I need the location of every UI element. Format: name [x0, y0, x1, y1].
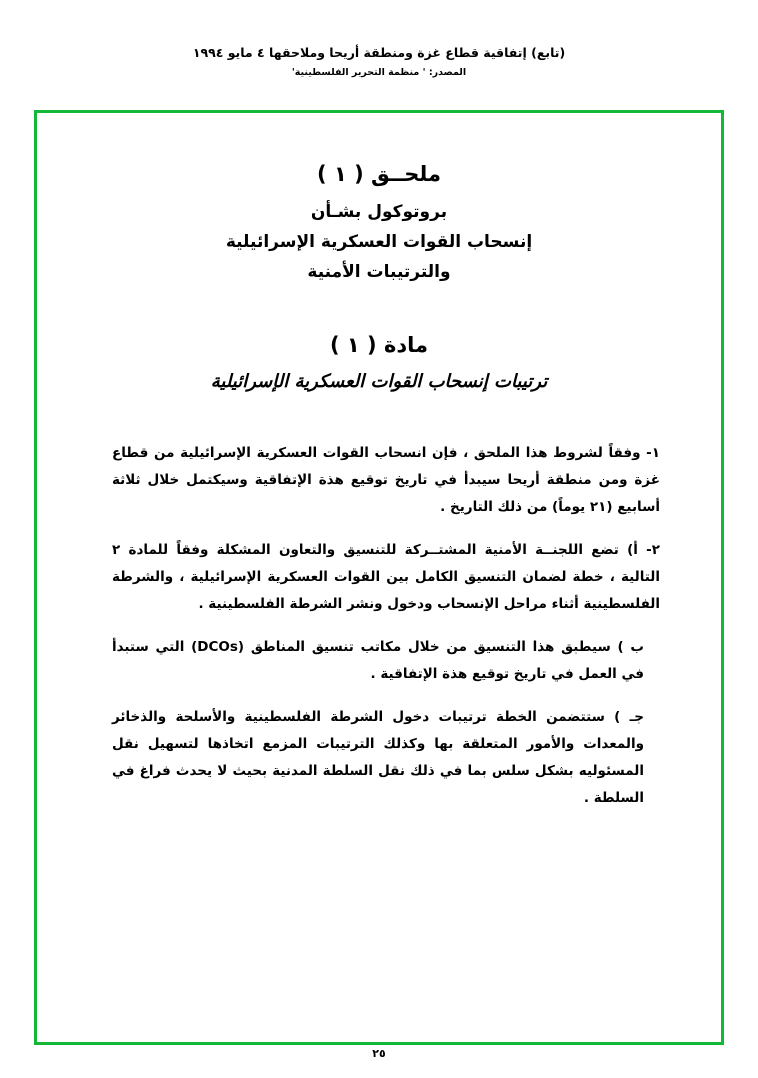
document-body	[34, 110, 724, 1045]
header-source: المصدر: ' منظمة التحرير الفلسطينية'	[291, 66, 467, 78]
article-heading-block	[86, 333, 672, 392]
header-title: (تابع) إتفاقية قطاع غزة ومنطقة أريحا وملاحقها ٤ مايو ١٩٩٤	[192, 45, 566, 60]
page-number: ٢٥	[372, 1047, 386, 1060]
annex-label: ملحــق ( ١ )	[317, 162, 441, 186]
annex-subtitle-line-2: إنسحاب القوات العسكرية الإسرائيلية	[225, 231, 533, 252]
paragraph-item-2-b: ب ) سيطبق هذا التنسيق من خلال مكاتب تنسيق المناطق (DCOs) التي ستبدأ في العمل في تاريخ توقيع هذة الإتفاقية .	[112, 639, 644, 683]
article-title: ترتيبات إنسحاب القوات العسكرية الإسرائيلية	[210, 371, 548, 393]
annex-heading-block	[86, 162, 672, 287]
article-paragraphs	[86, 440, 672, 812]
annex-subtitle-line-1: بروتوكول بشـأن	[310, 202, 448, 222]
annex-subtitle-line-3: والترتيبات الأمنية	[307, 261, 451, 282]
article-label: مادة ( ١ )	[329, 333, 429, 358]
paragraph-item-1: ١- وفقاً لشروط هذا الملحق ، فإن انسحاب القوات العسكرية الإسرائيلية من قطاع غزة ومن منطقة أريحا سيبدأ في تاريخ توقيع هذة الإتفاقية وسيكتمل خلال ثلاثة أسابيع (٢١ يوماً) من ذلك التاريخ .	[112, 445, 660, 516]
page-header	[0, 44, 758, 78]
paragraph-item-2-a: ٢- أ) تضع اللجنــة الأمنية المشتــركة للتنسيق والتعاون المشكلة وفقاً للمادة ٢ التالية ، خطة لضمان التنسيق الكامل بين القوات العسكرية الإسرائيلية ، والشرطة الفلسطينية أثناء مراحل الإنسحاب ودخول ونشر الشرطة الفلسطينية .	[112, 542, 660, 613]
paragraph-item-2-c: جـ ) ستتضمن الخطة ترتيبات دخول الشرطة الفلسطينية والأسلحة والذخائر والمعدات والأمور المتعلقة بها وكذلك الترتيبات المزمع اتخاذها لتسهيل نقل المسئوليه بشكل سلس بما في ذلك نقل السلطة المدنية بحيث لا يحدث فراغ في السلطة .	[112, 709, 644, 807]
